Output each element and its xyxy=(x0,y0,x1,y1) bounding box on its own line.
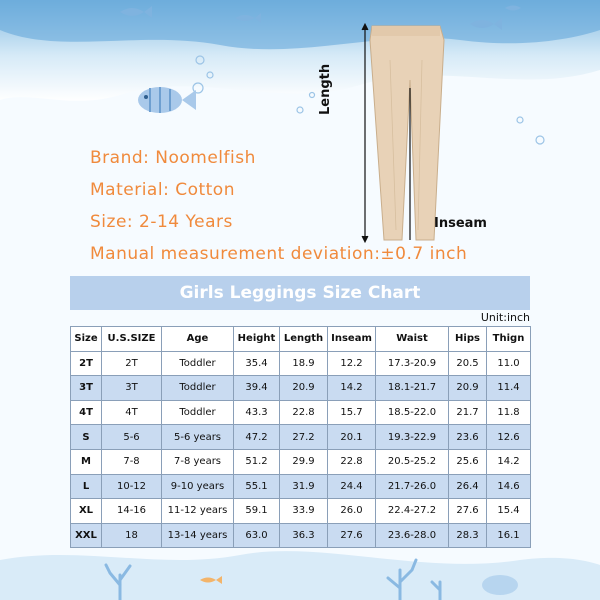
inseam-label: Inseam xyxy=(434,216,487,231)
table-cell: 24.4 xyxy=(328,474,376,499)
table-cell: 2T xyxy=(102,351,162,376)
table-cell: 29.9 xyxy=(280,449,328,474)
size-cell: L xyxy=(71,474,102,499)
table-cell: 20.9 xyxy=(449,376,487,401)
table-cell: 3T xyxy=(102,376,162,401)
table-cell: 19.3-22.9 xyxy=(376,425,449,450)
column-header: Age xyxy=(162,327,234,352)
table-cell: 23.6 xyxy=(449,425,487,450)
brand-text: Brand: Noomelfish xyxy=(90,148,256,168)
table-cell: 47.2 xyxy=(234,425,280,450)
size-cell: XXL xyxy=(71,523,102,548)
table-cell: 18.5-22.0 xyxy=(376,400,449,425)
table-cell: 15.7 xyxy=(328,400,376,425)
table-cell: 10-12 xyxy=(102,474,162,499)
table-cell: 13-14 years xyxy=(162,523,234,548)
table-cell: 14.6 xyxy=(487,474,531,499)
table-cell: 20.9 xyxy=(280,376,328,401)
column-header: Length xyxy=(280,327,328,352)
shell-bottom-icon xyxy=(482,575,518,595)
table-cell: 31.9 xyxy=(280,474,328,499)
table-cell: 7-8 xyxy=(102,449,162,474)
length-label: Length xyxy=(318,63,333,115)
table-cell: 18 xyxy=(102,523,162,548)
table-cell: Toddler xyxy=(162,376,234,401)
size-range-text: Size: 2-14 Years xyxy=(90,212,233,232)
table-cell: 14.2 xyxy=(487,449,531,474)
table-cell: 20.1 xyxy=(328,425,376,450)
column-header: Inseam xyxy=(328,327,376,352)
size-cell: M xyxy=(71,449,102,474)
leggings-image xyxy=(370,26,444,240)
table-cell: 39.4 xyxy=(234,376,280,401)
table-body xyxy=(71,351,531,548)
table-cell: 11-12 years xyxy=(162,499,234,524)
table-cell: 14.2 xyxy=(328,376,376,401)
material-text: Material: Cotton xyxy=(90,180,235,200)
table-cell: 26.4 xyxy=(449,474,487,499)
size-chart-title: Girls Leggings Size Chart xyxy=(70,276,530,310)
table-cell: 43.3 xyxy=(234,400,280,425)
table-cell: 33.9 xyxy=(280,499,328,524)
table-cell: 4T xyxy=(102,400,162,425)
size-cell: 3T xyxy=(71,376,102,401)
table-cell: 5-6 xyxy=(102,425,162,450)
table-cell: 25.6 xyxy=(449,449,487,474)
table-cell: 18.1-21.7 xyxy=(376,376,449,401)
table-cell: 59.1 xyxy=(234,499,280,524)
column-header: Waist xyxy=(376,327,449,352)
size-cell: XL xyxy=(71,499,102,524)
table-cell: 22.8 xyxy=(280,400,328,425)
deviation-text: Manual measurement deviation:±0.7 inch xyxy=(90,244,468,264)
leggings-diagram xyxy=(330,0,530,270)
column-header: Hips xyxy=(449,327,487,352)
table-row xyxy=(71,351,531,376)
size-chart-table xyxy=(70,326,531,548)
table-cell: Toddler xyxy=(162,351,234,376)
table-cell: 16.1 xyxy=(487,523,531,548)
size-cell: 4T xyxy=(71,400,102,425)
table-cell: 28.3 xyxy=(449,523,487,548)
table-cell: 7-8 years xyxy=(162,449,234,474)
column-header: Height xyxy=(234,327,280,352)
table-cell: 9-10 years xyxy=(162,474,234,499)
table-row xyxy=(71,474,531,499)
table-cell: Toddler xyxy=(162,400,234,425)
table-cell: 20.5 xyxy=(449,351,487,376)
table-cell: 5-6 years xyxy=(162,425,234,450)
table-cell: 18.9 xyxy=(280,351,328,376)
table-cell: 23.6-28.0 xyxy=(376,523,449,548)
column-header: U.S.SIZE xyxy=(102,327,162,352)
table-cell: 20.5-25.2 xyxy=(376,449,449,474)
table-cell: 36.3 xyxy=(280,523,328,548)
table-cell: 35.4 xyxy=(234,351,280,376)
table-cell: 51.2 xyxy=(234,449,280,474)
table-cell: 12.2 xyxy=(328,351,376,376)
column-header: Size xyxy=(71,327,102,352)
table-cell: 14-16 xyxy=(102,499,162,524)
table-cell: 12.6 xyxy=(487,425,531,450)
size-cell: 2T xyxy=(71,351,102,376)
table-row xyxy=(71,425,531,450)
table-header-row xyxy=(71,327,531,352)
table-cell: 21.7 xyxy=(449,400,487,425)
table-row xyxy=(71,376,531,401)
table-row xyxy=(71,400,531,425)
table-cell: 11.0 xyxy=(487,351,531,376)
size-cell: S xyxy=(71,425,102,450)
table-cell: 15.4 xyxy=(487,499,531,524)
table-row xyxy=(71,449,531,474)
table-cell: 27.6 xyxy=(328,523,376,548)
table-cell: 63.0 xyxy=(234,523,280,548)
table-cell: 22.4-27.2 xyxy=(376,499,449,524)
table-row xyxy=(71,499,531,524)
table-row xyxy=(71,523,531,548)
table-cell: 17.3-20.9 xyxy=(376,351,449,376)
table-cell: 22.8 xyxy=(328,449,376,474)
table-cell: 11.8 xyxy=(487,400,531,425)
column-header: Thign xyxy=(487,327,531,352)
table-cell: 26.0 xyxy=(328,499,376,524)
unit-label: Unit:inch xyxy=(480,311,530,324)
table-cell: 27.6 xyxy=(449,499,487,524)
table-cell: 55.1 xyxy=(234,474,280,499)
table-cell: 21.7-26.0 xyxy=(376,474,449,499)
table-cell: 11.4 xyxy=(487,376,531,401)
table-cell: 27.2 xyxy=(280,425,328,450)
